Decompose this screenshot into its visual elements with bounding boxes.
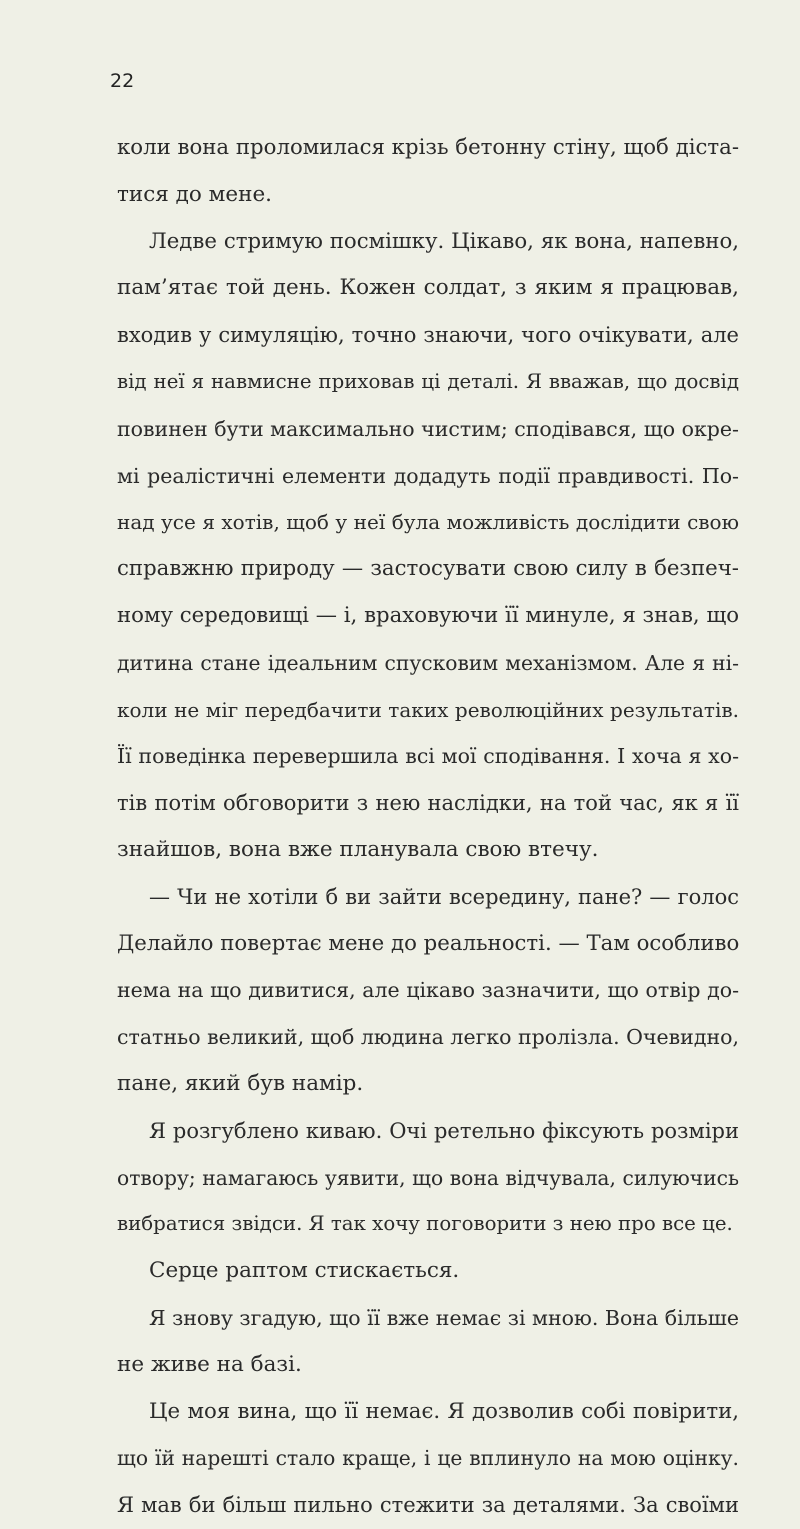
text-line: пане, який був намір. — [117, 1070, 364, 1096]
text-line: від неї я навмисне приховав ці деталі. Я вважав, що досвід — [117, 369, 739, 393]
text-line: — Чи не хотіли б ви зайти всередину, пане? — голос — [149, 884, 739, 909]
text-line: Серце раптом стискається. — [149, 1258, 460, 1284]
text-line: нема на що дивитися, але цікаво зазначити, що отвір до- — [117, 978, 739, 1003]
text-line: що їй нарешті стало краще, і це вплинуло на мою оцінку. — [117, 1446, 739, 1471]
text-line: отвору; намагаюсь уявити, що вона відчувала, силуючись — [117, 1165, 739, 1190]
text-line: Це моя вина, що її немає. Я дозволив собі повірити, — [149, 1398, 739, 1424]
text-line: Її поведінка перевершила всі мої сподівання. І хоча я хо- — [117, 744, 739, 769]
text-line: тися до мене. — [117, 181, 273, 207]
text-line: входив у симуляцію, точно знаючи, чого очікувати, але — [117, 323, 739, 348]
body-text — [117, 125, 739, 1529]
text-line: Ледве стримую посмішку. Цікаво, як вона, напевно, — [149, 228, 739, 254]
text-line: дитина стане ідеальним спусковим механізмом. Але я ні- — [117, 650, 739, 675]
text-line: над усе я хотів, щоб у неї була можливість дослідити свою — [117, 510, 739, 535]
text-line: вибратися звідси. Я так хочу поговорити з нею про все це. — [117, 1212, 733, 1236]
page-number: 22 — [110, 70, 135, 92]
text-line: ному середовищі — і, враховуючи її минуле, я знав, що — [117, 602, 739, 628]
text-line: справжню природу — застосувати свою силу в безпеч- — [117, 556, 739, 582]
text-line: тів потім обговорити з нею наслідки, на той час, як я її — [117, 791, 739, 816]
text-line: не живе на базі. — [117, 1351, 302, 1377]
text-line: коли вона проломилася крізь бетонну стіну, щоб діста- — [117, 135, 739, 160]
text-line: Я знову згадую, що її вже немає зі мною. Вона більше — [149, 1305, 739, 1330]
text-line: статньо великий, щоб людина легко пролізла. Очевидно, — [117, 1025, 739, 1050]
text-line: пам’ятає той день. Кожен солдат, з яким я працював, — [117, 275, 739, 301]
text-line: Я розгублено киваю. Очі ретельно фіксують розміри — [149, 1118, 739, 1143]
text-line: Делайло повертає мене до реальності. — Там особливо — [117, 930, 739, 956]
text-line: знайшов, вона вже планувала свою втечу. — [117, 836, 599, 862]
text-line: Я мав би більш пильно стежити за деталями. За своїми — [117, 1493, 739, 1518]
text-line: повинен бути максимально чистим; сподівався, що окре- — [117, 416, 739, 441]
text-line: мі реалістичні елементи додадуть події правдивості. По- — [117, 463, 739, 488]
text-line: коли не міг передбачити таких революційних результатів. — [117, 697, 739, 722]
